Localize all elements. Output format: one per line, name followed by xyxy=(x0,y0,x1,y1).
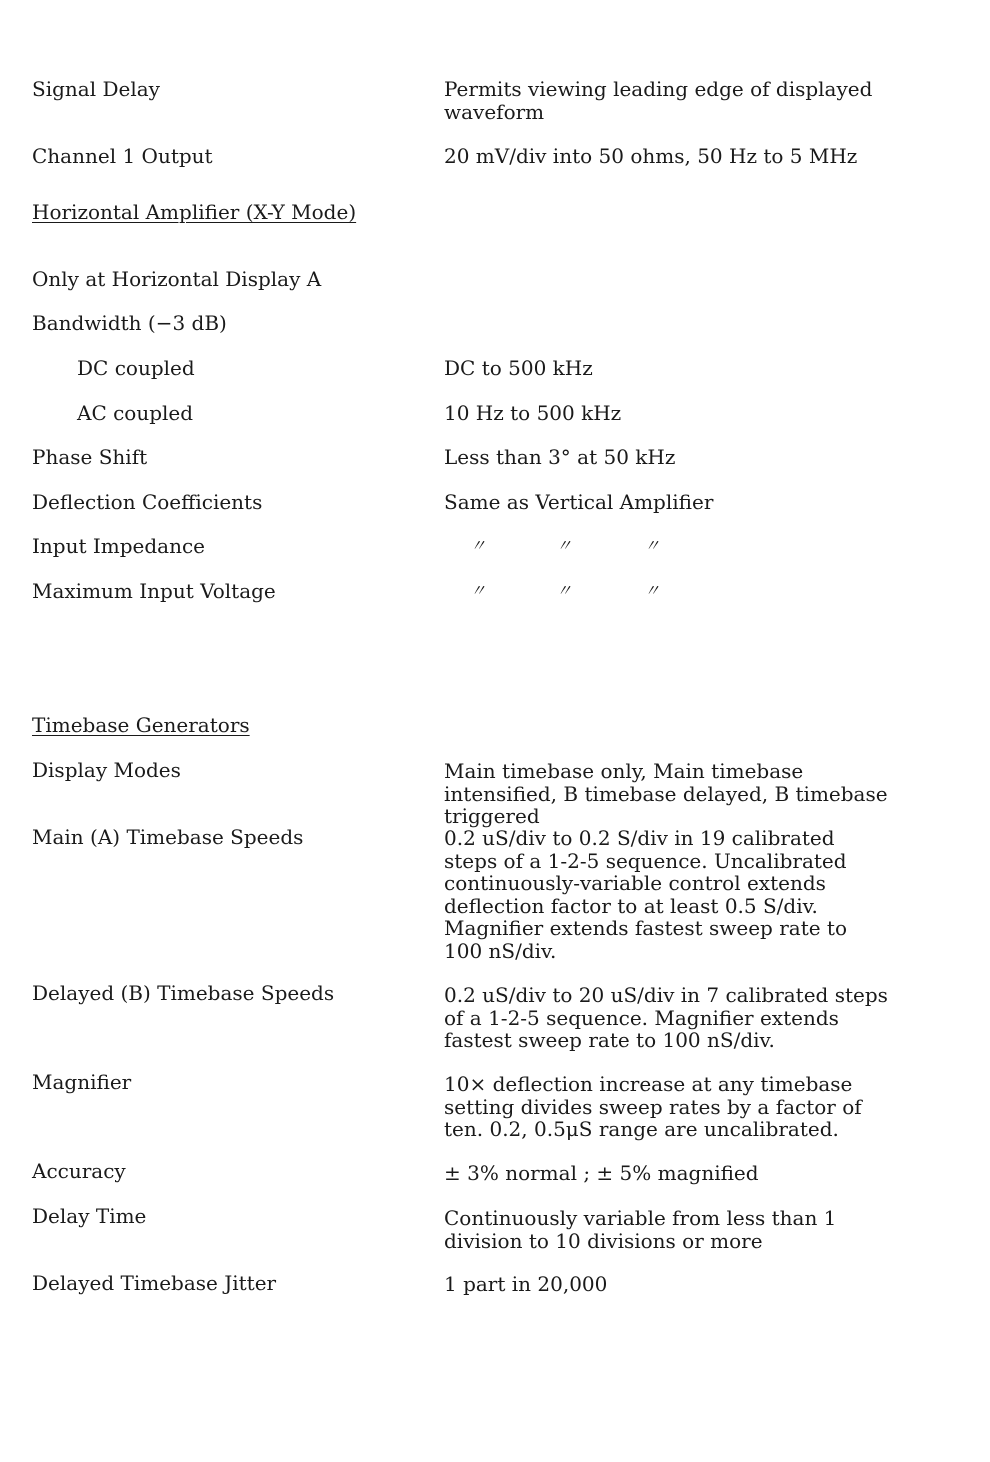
delayed-timebase-jitter-label: Delayed Timebase Jitter xyxy=(32,1271,277,1295)
signal-delay-value: Permits viewing leading edge of displayed waveform xyxy=(444,77,873,124)
delay-time-label: Delay Time xyxy=(32,1204,147,1228)
ditto-mark: 〃 xyxy=(470,536,487,555)
delayed-timebase-speeds-value: 0.2 uS/div to 20 uS/div in 7 calibrated steps of a 1-2-5 sequence. Magnifier extends fastest sweep rate to 100 nS/div. xyxy=(444,983,888,1052)
timebase-generators-heading: Timebase Generators xyxy=(32,713,250,737)
magnifier-value: 10× deflection increase at any timebase setting divides sweep rates by a factor of ten. 0.2, 0.5μS range are uncalibrated. xyxy=(444,1072,862,1141)
signal-delay-label: Signal Delay xyxy=(32,77,160,101)
display-modes-value: Main timebase only, Main timebase intensified, B timebase delayed, B timebase triggered xyxy=(444,759,888,828)
main-timebase-speeds-label: Main (A) Timebase Speeds xyxy=(32,825,304,849)
deflection-coefficients-value: Same as Vertical Amplifier xyxy=(444,490,714,514)
bandwidth-label: Bandwidth (−3 dB) xyxy=(32,311,227,335)
max-input-voltage-label: Maximum Input Voltage xyxy=(32,579,276,603)
ac-coupled-label: AC coupled xyxy=(77,401,194,425)
delayed-timebase-jitter-value: 1 part in 20,000 xyxy=(444,1272,608,1296)
ditto-mark: 〃 xyxy=(556,536,573,555)
delayed-timebase-speeds-label: Delayed (B) Timebase Speeds xyxy=(32,981,335,1005)
deflection-coefficients-label: Deflection Coefficients xyxy=(32,490,263,514)
magnifier-label: Magnifier xyxy=(32,1070,132,1094)
accuracy-label: Accuracy xyxy=(32,1159,126,1183)
ditto-mark: 〃 xyxy=(644,536,661,555)
ac-coupled-value: 10 Hz to 500 kHz xyxy=(444,401,622,425)
dc-coupled-value: DC to 500 kHz xyxy=(444,356,593,380)
horizontal-display-note: Only at Horizontal Display A xyxy=(32,267,322,291)
display-modes-label: Display Modes xyxy=(32,758,181,782)
accuracy-value: ± 3% normal ; ± 5% magnified xyxy=(444,1161,759,1185)
horizontal-amplifier-heading: Horizontal Amplifier (X-Y Mode) xyxy=(32,200,357,224)
main-timebase-speeds-value: 0.2 uS/div to 0.2 S/div in 19 calibrated steps of a 1-2-5 sequence. Uncalibrated continuously-variable control extends deflection factor to at least 0.5 S/div. Magnifier extends fastest sweep rate to 100 nS/div. xyxy=(444,826,847,963)
channel-1-output-label: Channel 1 Output xyxy=(32,144,213,168)
ditto-mark: 〃 xyxy=(644,581,661,600)
input-impedance-label: Input Impedance xyxy=(32,534,206,558)
ditto-mark: 〃 xyxy=(556,581,573,600)
channel-1-output-value: 20 mV/div into 50 ohms, 50 Hz to 5 MHz xyxy=(444,144,858,168)
delay-time-value: Continuously variable from less than 1 division to 10 divisions or more xyxy=(444,1206,837,1253)
phase-shift-label: Phase Shift xyxy=(32,445,148,469)
phase-shift-value: Less than 3° at 50 kHz xyxy=(444,445,676,469)
ditto-mark: 〃 xyxy=(470,581,487,600)
dc-coupled-label: DC coupled xyxy=(77,356,195,380)
